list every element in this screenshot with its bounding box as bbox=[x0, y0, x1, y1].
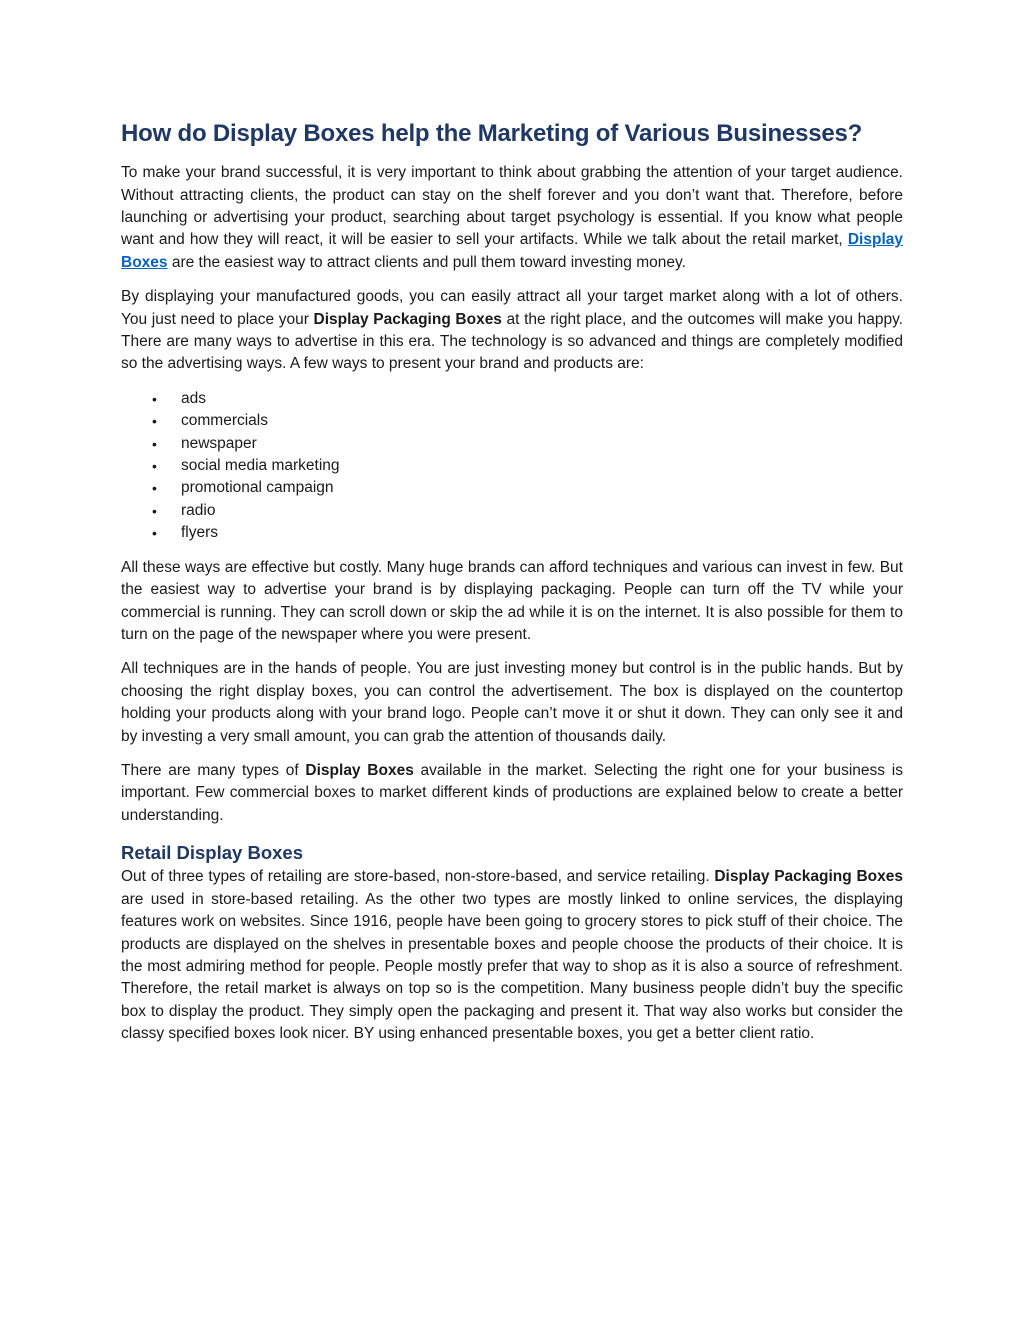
list-item bbox=[152, 477, 903, 499]
page-title: How do Display Boxes help the Marketing of Various Businesses? bbox=[121, 120, 863, 147]
list-item bbox=[152, 410, 903, 432]
paragraph-5-text-before: There are many types of bbox=[121, 761, 306, 779]
retail-text-before: Out of three types of retailing are store-based, non-store-based, and service retailing. bbox=[121, 868, 715, 886]
section-heading-retail-display-boxes: Retail Display Boxes bbox=[121, 842, 303, 864]
list-item-label: commercials bbox=[181, 412, 268, 430]
paragraph-2-text-after: at the right place, and the outcomes will make you happy. There are many ways to advertise in this era. The technology is so advanced and things are completely modified so the advertising ways. A few ways to present your brand and products are: bbox=[121, 310, 903, 373]
list-item-label: promotional campaign bbox=[181, 479, 334, 497]
bullet-icon: • bbox=[152, 502, 157, 519]
document-page bbox=[121, 118, 903, 1046]
list-item bbox=[152, 433, 903, 455]
paragraph-5-bold: Display Boxes bbox=[305, 761, 414, 779]
list-item bbox=[152, 455, 903, 477]
bullet-icon: • bbox=[152, 435, 157, 452]
paragraph-4: All techniques are in the hands of people. You are just investing money but control is in the public hands. But by choosing the right display boxes, you can control the advertisement. The box is displayed on the countertop holding your products along with your brand logo. People can’t move it or shut it down. They can only see it and by investing a very small amount, you can grab the attention of thousands daily. bbox=[121, 660, 903, 745]
retail-bold: Display Packaging Boxes bbox=[714, 868, 903, 886]
intro-text-before: To make your brand successful, it is very important to think about grabbing the attention of your target audience. Without attracting clients, the product can stay on the shelf forever and you don’t want that. Therefore, before launching or advertising your product, searching about target psychology is essential. If you know what people want and how they will react, it will be easier to sell your artifacts. While we talk about the retail market, bbox=[121, 164, 903, 249]
paragraph-2 bbox=[121, 286, 903, 376]
list-item-label: social media marketing bbox=[181, 457, 340, 475]
paragraph-5-text-after: available in the market. Selecting the right one for your business is important. Few commercial boxes to market different kinds of productions are explained below to create a better understanding. bbox=[121, 761, 903, 824]
list-item-label: flyers bbox=[181, 524, 219, 542]
bullet-icon: • bbox=[152, 525, 157, 542]
bullet-icon: • bbox=[152, 480, 157, 497]
intro-text-after: are the easiest way to attract clients and pull them toward investing money. bbox=[167, 253, 686, 271]
retail-section-paragraph bbox=[121, 866, 903, 1045]
advertising-ways-list bbox=[121, 388, 903, 545]
retail-text-after: are used in store-based retailing. As the other two types are mostly linked to online services, the displaying features work on websites. Since 1916, people have been going to grocery stores to pick stuff of their choice. The products are displayed on the shelves in presentable boxes and people choose the products of their choice. It is the most admiring method for people. People mostly prefer that way to shop as it is also a source of refreshment. Therefore, the retail market is always on top so is the competition. Many business people didn’t buy the specific box to display the product. They simply open the packaging and present it. That way also works but consider the classy specified boxes look nicer. BY using enhanced presentable boxes, you get a better client ratio. bbox=[121, 890, 903, 1043]
display-boxes-link[interactable]: Display Boxes bbox=[121, 231, 903, 271]
bullet-icon: • bbox=[152, 413, 157, 430]
bullet-icon: • bbox=[152, 458, 157, 475]
list-item-label: newspaper bbox=[181, 434, 257, 452]
list-item-label: radio bbox=[181, 501, 216, 519]
bullet-icon: • bbox=[152, 390, 157, 407]
paragraph-2-text-before: By displaying your manufactured goods, you can easily attract all your target market along with a lot of others. You just need to place your bbox=[121, 288, 903, 328]
paragraph-2-bold: Display Packaging Boxes bbox=[313, 310, 502, 328]
intro-paragraph bbox=[121, 162, 903, 274]
list-item-label: ads bbox=[181, 389, 206, 407]
paragraph-5 bbox=[121, 760, 903, 827]
list-item bbox=[152, 388, 903, 410]
list-item bbox=[152, 522, 903, 544]
list-item bbox=[152, 500, 903, 522]
paragraph-3: All these ways are effective but costly. Many huge brands can afford techniques and various can invest in few. But the easiest way to advertise your brand is by displaying packaging. People can turn off the TV while your commercial is running. They can scroll down or skip the ad while it is on the internet. It is also possible for them to turn on the page of the newspaper where you were present. bbox=[121, 558, 903, 643]
